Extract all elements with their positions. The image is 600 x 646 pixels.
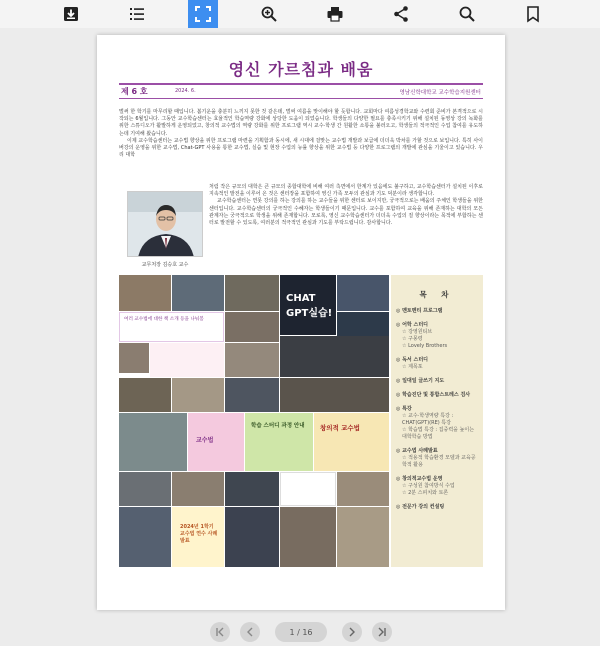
search-icon (458, 5, 476, 23)
poster-tile: 창의적 교수법 (314, 413, 389, 471)
download-icon (62, 5, 80, 23)
photo-tile (225, 275, 279, 311)
list-icon (128, 5, 146, 23)
photo-tile (172, 378, 224, 412)
toc-item: ◎ 특강 (396, 406, 412, 412)
toc-item: ☆ 2분 스피치와 토론 (402, 490, 449, 496)
poster-tile: 학습 스터디 과정 안내 (245, 413, 313, 471)
fit-page-icon (194, 5, 212, 23)
first-page-button[interactable] (210, 622, 230, 642)
chevron-right-icon (347, 627, 357, 637)
photo-tile (280, 378, 389, 412)
toc-item: ☆ 교수·학생역량 특강 : CHAT(GPT)(RE) 특강 (402, 413, 454, 426)
document-page (97, 35, 505, 610)
newsletter-title: 영신 가르침과 배움 (228, 60, 374, 79)
photo-tile (337, 472, 389, 506)
bookmark-button[interactable] (518, 0, 548, 28)
share-button[interactable] (386, 0, 416, 28)
title-rule-top (119, 83, 483, 85)
photo-tile (119, 413, 187, 471)
poster-tile (280, 472, 336, 506)
portrait-photo (127, 191, 203, 257)
previous-page-button[interactable] (240, 622, 260, 642)
photo-tile (119, 507, 171, 567)
photo-tile (172, 472, 224, 506)
poster-tile: 2024년 1학기 교수법 연수 사례 발표 (172, 507, 224, 567)
issue-number: 제 6 호 (121, 87, 148, 96)
last-page-button[interactable] (372, 622, 392, 642)
photo-tile (119, 275, 171, 311)
toc-item: ☆ 구성원 참여방식 수업 (402, 483, 455, 489)
toc-item: ◎ 어학 스터디 (396, 322, 428, 328)
table-of-contents (391, 275, 483, 567)
toc-item: ☆ 제목포 (402, 364, 423, 370)
photo-tile (337, 275, 389, 311)
paragraph-1: 벌써 한 학기를 마무리할 때입니다. 봄기운을 충분히 느끼지 못한 것 같은데, 벌써 여름을 맞이해야 할 듯합니다. 교회마다 여름성경학교와 수련회 준비가 본격적으로 시작되는 6월입니다. 그동안 교수학습센터는 효율적인 학습역량 강화에 상당한 도움이 되었습니다. 학생들의 다양한 필요를 충족시키기 위해 설치된 동영상 강의 녹화를 위한 스튜디오가 활발하게 운영되었고, 창의적 교수법의 역량 강화를 위한 프로그램 역시 교수·학생 간 원활한 소통을 불러오고, 학생들의 적극적인 수업 참여를 유도하는데 기여해 왔습니다. (119, 109, 483, 137)
photo-tile (172, 275, 224, 311)
paragraph-2-intro: 이제 교수학습센터는 교수법 향상을 위한 프로그램 마련을 기획함과 동시에, 새 시대에 걸맞는 교수법 개발과 보급에 더더욱 박차를 가할 것으로 보입니다. 특히 사이버강의 운영을 위한 교수법, Chat-GPT 사용을 통한 교수법, 실습 및 현장 수업의 능률 향상을 위한 교수법 등 다양한 프로그램의 개발에 관심을 기울이고 있습니다. 우리 대학 (119, 137, 483, 159)
zoom-in-icon (260, 5, 278, 23)
publisher: 영남신학대학교 교수학습지원센터 (399, 90, 481, 96)
photo-tile (337, 507, 389, 567)
photo-tile (225, 378, 279, 412)
photo-tile (119, 472, 171, 506)
title-rule-bottom (119, 98, 483, 99)
body-text-top (119, 109, 483, 159)
fit-page-button[interactable] (188, 0, 218, 28)
toc-item: ☆ 학습법 특강 : 집중력을 높이는 대학학습 방법 (402, 427, 475, 440)
portrait-caption: 교무처장 김승호 교수 (141, 262, 189, 268)
toc-item: ◎ 멘토멘티 프로그램 (396, 308, 443, 314)
photo-tile (225, 312, 279, 342)
toc-item: ☆ 적용적 학습환경 모델과 교육공학적 활용 (402, 455, 476, 468)
bookmark-icon (524, 5, 542, 23)
issue-date: 2024. 6. (175, 88, 196, 94)
toc-list (396, 308, 478, 511)
photo-tile (225, 472, 279, 506)
download-button[interactable] (56, 0, 86, 28)
page-indicator[interactable]: 1 / 16 (275, 622, 327, 642)
print-icon (326, 5, 344, 23)
poster-tile: 교수법 (188, 413, 244, 471)
toc-item: ◎ 독서 스터디 (396, 357, 428, 363)
toc-title: 목 차 (419, 290, 455, 299)
last-page-icon (377, 627, 387, 637)
toc-item: ◎ 전문가 강의 컨설팅 (396, 504, 445, 510)
toc-item: ◎ 창의적교수법 운영 (396, 476, 443, 482)
viewer-toolbar (0, 0, 600, 28)
toc-item: ◎ 교수법 사례발표 (396, 448, 438, 454)
body-text-right (209, 184, 483, 227)
photo-tile (225, 507, 279, 567)
chat-gpt-poster: CHAT GPT실습! (280, 275, 336, 335)
chevron-left-icon (245, 627, 255, 637)
toc-item: ☆ Lovely Brothers (402, 343, 448, 349)
page-navigation (0, 620, 600, 644)
photo-tile (119, 343, 149, 373)
next-page-button[interactable] (342, 622, 362, 642)
photo-tile (119, 378, 171, 412)
toc-item: ◎ 일대일 글쓰기 지도 (396, 378, 445, 384)
toc-item: ◎ 학습진단 및 통합스트레스 검사 (396, 392, 471, 398)
zoom-in-button[interactable] (254, 0, 284, 28)
paragraph-3: 교수학습센터는 연못 강의를 하는 강의를 하는 교수들을 위한 센터로 보이지만, 궁극적으로는 배움의 주체인 학생들을 위한 센터입니다. 교수학습센터의 궁극적인 수혜자는 학생들이기 때문입니다. 교수를 포함하여 교육을 위해 존재하는 대학의 모든 관계자는 궁극적으로 학생을 위해 존재합니다. 모로록, 영신 교수학습센터가 더더욱 수업의 질 향상이라는 목적에 부합하는 센터로 발전할 수 있도록, 여러분의 적극적인 관심과 기도를 부탁드립니다. 감사합니다. (209, 198, 483, 227)
first-page-icon (215, 627, 225, 637)
note-card: 여러 교수법에 대한 책 소개 등을 나눠봄 (119, 312, 224, 342)
outline-button[interactable] (122, 0, 152, 28)
photo-collage (119, 275, 389, 567)
share-icon (392, 5, 410, 23)
toc-item: ☆ 강영원티브 (402, 329, 433, 335)
paragraph-2-rest: 처럼 작은 규모의 대학은 큰 규모의 종합대학에 비해 여러 측면에서 한계가 있음에도 불구하고, 교수학습센터가 설치된 이후로 지속적인 발전을 이루어 온 것은 센터장을 포함하여 영신 가족 모두의 관심과 기도 덕분이라 생각합니다. (209, 184, 483, 198)
toc-item: ☆ 구몽령 (402, 336, 423, 342)
photo-tile (225, 343, 279, 377)
photo-tile (280, 507, 336, 567)
search-button[interactable] (452, 0, 482, 28)
print-button[interactable] (320, 0, 350, 28)
photo-tile (280, 336, 389, 377)
text-card (150, 343, 224, 377)
